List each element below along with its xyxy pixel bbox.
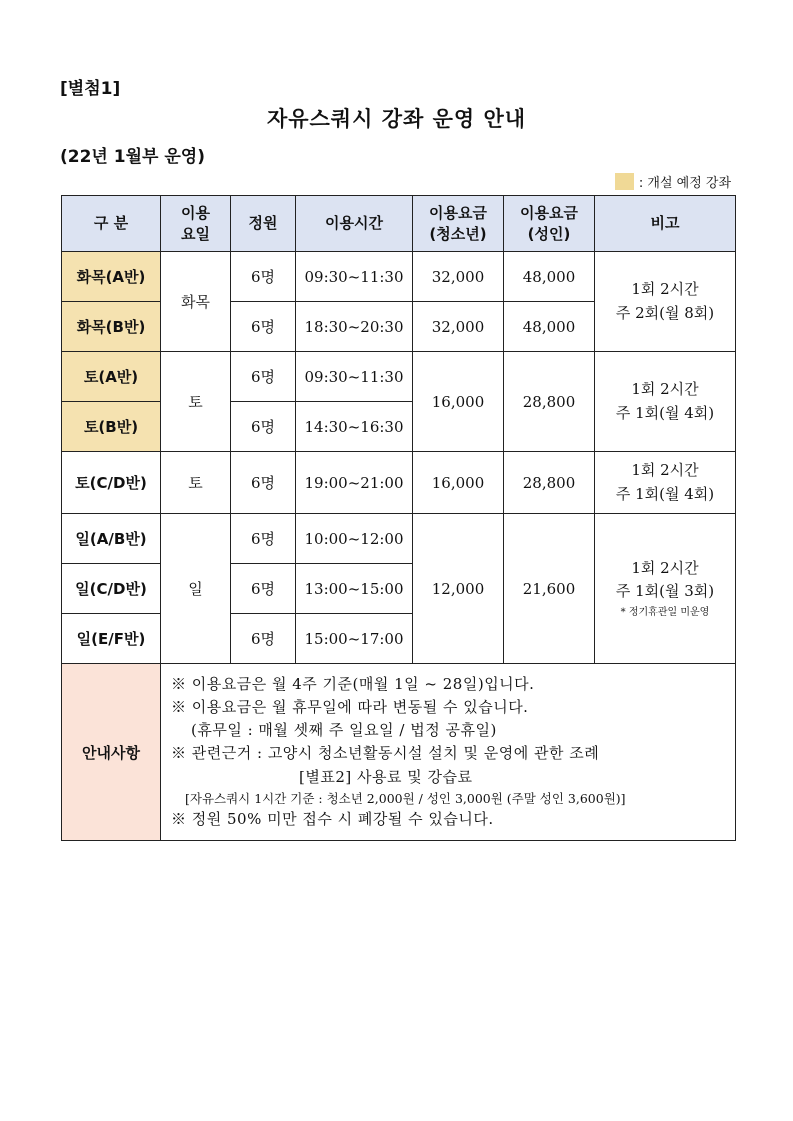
table-row: [62, 452, 736, 514]
fee-adult-cell: 48,000: [504, 302, 595, 352]
header-category: 구 분: [62, 196, 161, 252]
fee-adult-cell: 28,800: [504, 352, 595, 452]
day-cell: 일: [161, 514, 231, 664]
fee-adult-cell: 28,800: [504, 452, 595, 514]
table-row: [62, 252, 736, 302]
header-remark: 비고: [595, 196, 736, 252]
legend: [615, 172, 731, 191]
attachment-label: [별첨1]: [60, 79, 121, 99]
header-fee-youth: 이용요금 (청소년): [413, 196, 504, 252]
notice-label: 안내사항: [62, 664, 161, 841]
notice-line: (휴무일 : 매월 셋째 주 일요일 / 법정 공휴일): [191, 721, 497, 740]
time-cell: 14:30~16:30: [296, 402, 413, 452]
schedule-table: [61, 195, 736, 841]
time-cell: 10:00~12:00: [296, 514, 413, 564]
page-title: 자유스쿼시 강좌 운영 안내: [266, 107, 527, 131]
class-name: 화목(B반): [62, 302, 161, 352]
capacity-cell: 6명: [231, 302, 296, 352]
class-name: 일(A/B반): [62, 514, 161, 564]
notice-line: ※ 관련근거 : 고양시 청소년활동시설 설치 및 운영에 관한 조례: [171, 744, 600, 763]
table-row: [62, 514, 736, 564]
header-fee-adult: 이용요금 (성인): [504, 196, 595, 252]
fee-youth-cell: 16,000: [413, 352, 504, 452]
time-cell: 09:30~11:30: [296, 252, 413, 302]
header-row: [62, 196, 736, 252]
notice-line: ※ 이용요금은 월 휴무일에 따라 변동될 수 있습니다.: [171, 697, 529, 716]
notice-line: [자유스쿼시 1시간 기준 : 청소년 2,000원 / 성인 3,000원 (주말 성인 3,600원)]: [185, 790, 626, 806]
notice-content: [161, 664, 736, 841]
fee-youth-cell: 12,000: [413, 514, 504, 664]
header-capacity: 정원: [231, 196, 296, 252]
capacity-cell: 6명: [231, 614, 296, 664]
class-name: 일(E/F반): [62, 614, 161, 664]
capacity-cell: 6명: [231, 452, 296, 514]
class-name: 일(C/D반): [62, 564, 161, 614]
table-row: [62, 352, 736, 402]
day-cell: 토: [161, 352, 231, 452]
legend-label: : 개설 예정 강좌: [638, 176, 731, 191]
class-name: 토(B반): [62, 402, 161, 452]
time-cell: 19:00~21:00: [296, 452, 413, 514]
class-name: 토(A반): [62, 352, 161, 402]
notice-line: ※ 이용요금은 월 4주 기준(매월 1일 ~ 28일)입니다.: [171, 674, 535, 693]
remark-cell: 1회 2시간 주 1회(월 4회): [595, 352, 736, 452]
time-cell: 15:00~17:00: [296, 614, 413, 664]
class-name: 토(C/D반): [62, 452, 161, 514]
remark-cell: 1회 2시간 주 1회(월 3회) * 정기휴관일 미운영: [595, 514, 736, 664]
fee-youth-cell: 16,000: [413, 452, 504, 514]
notice-row: [62, 664, 736, 841]
time-cell: 09:30~11:30: [296, 352, 413, 402]
time-cell: 18:30~20:30: [296, 302, 413, 352]
fee-youth-cell: 32,000: [413, 252, 504, 302]
day-cell: 토: [161, 452, 231, 514]
remark-footnote: * 정기휴관일 미운영: [620, 607, 710, 618]
class-name: 화목(A반): [62, 252, 161, 302]
time-cell: 13:00~15:00: [296, 564, 413, 614]
legend-swatch: [615, 173, 634, 190]
capacity-cell: 6명: [231, 564, 296, 614]
header-time: 이용시간: [296, 196, 413, 252]
remark-cell: 1회 2시간 주 1회(월 4회): [595, 452, 736, 514]
capacity-cell: 6명: [231, 514, 296, 564]
notice-line: ※ 정원 50% 미만 접수 시 폐강될 수 있습니다.: [171, 810, 494, 829]
notice-line: [별표2] 사용료 및 강습료: [299, 767, 473, 786]
fee-youth-cell: 32,000: [413, 302, 504, 352]
page-subtitle: (22년 1월부 운영): [60, 147, 205, 167]
remark-cell: 1회 2시간 주 2회(월 8회): [595, 252, 736, 352]
capacity-cell: 6명: [231, 402, 296, 452]
capacity-cell: 6명: [231, 252, 296, 302]
fee-adult-cell: 48,000: [504, 252, 595, 302]
capacity-cell: 6명: [231, 352, 296, 402]
day-cell: 화목: [161, 252, 231, 352]
fee-adult-cell: 21,600: [504, 514, 595, 664]
header-day: 이용 요일: [161, 196, 231, 252]
